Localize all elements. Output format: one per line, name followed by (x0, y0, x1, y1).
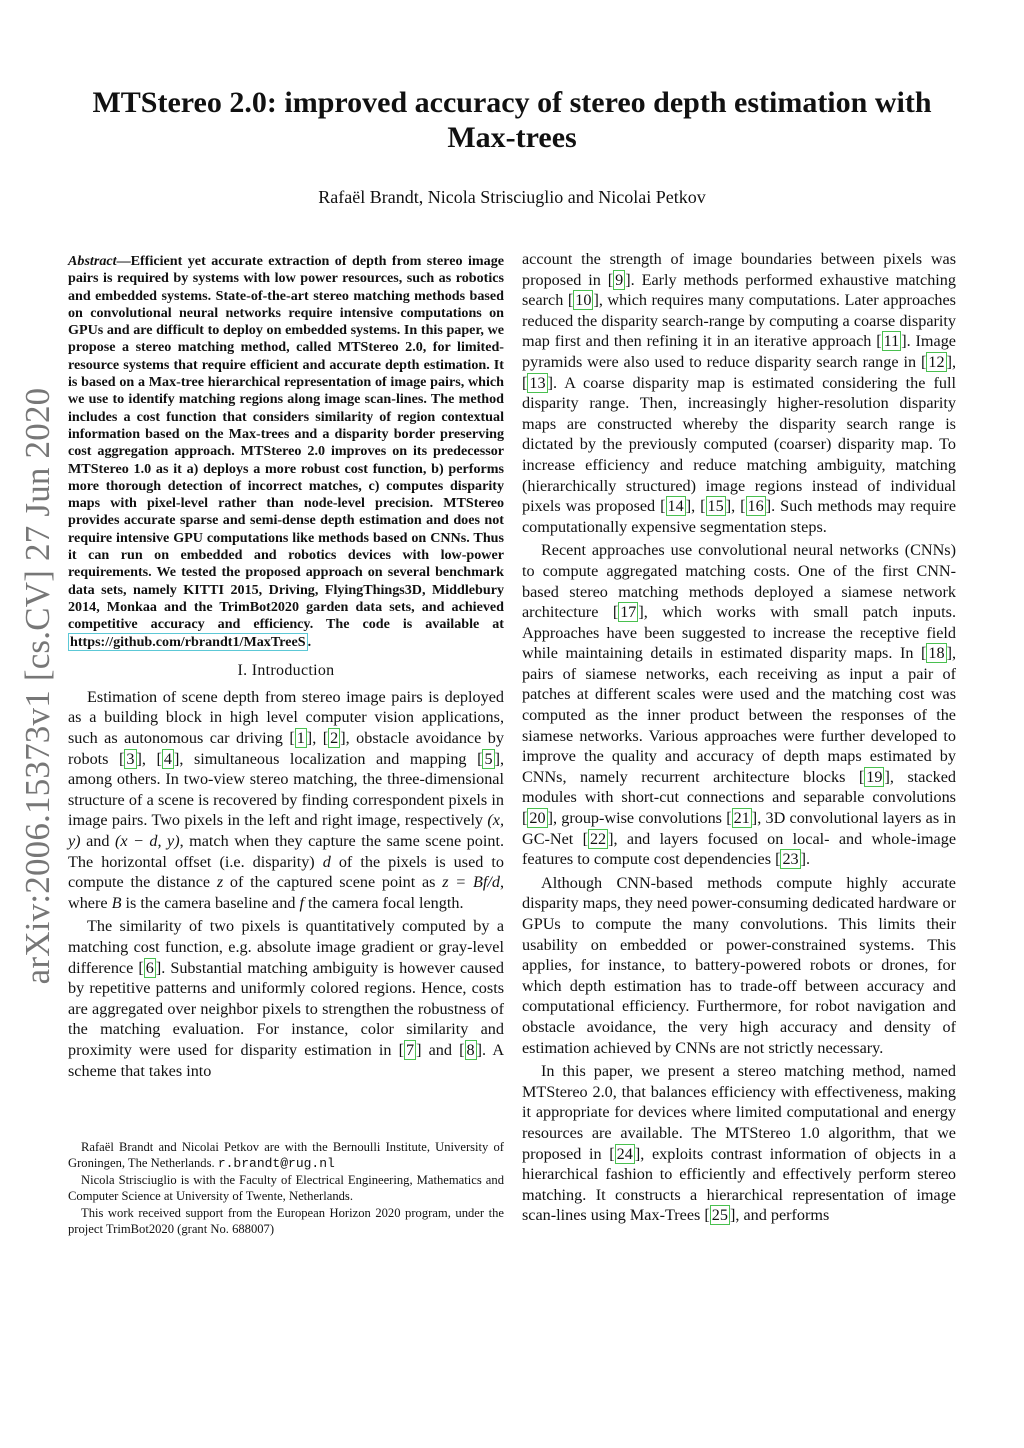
math-expression: (x, y) (68, 811, 504, 850)
citation-link[interactable]: 10 (575, 291, 592, 310)
footnote-affiliation-1: Rafaël Brandt and Nicolai Petkov are with the Bernoulli Institute, University of Groningen, The Netherlands. r.brandt@rug.nl (68, 1140, 504, 1171)
abstract-label: Abstract (68, 253, 117, 269)
intro-paragraph-2: The similarity of two pixels is quantitatively computed by a matching cost function, e.g. absolute image gradient or gray-level difference [ 6 ]. Substantial matching ambiguity is however caused by repetitive patterns and uniformly colored regions. Hence, costs are aggregated over neighbor pixels to strengthen the robustness of the matching evaluation. For instance, color similarity and proximity were used for disparity estimation in [ 7 ] and [ 8 ]. A scheme that takes into (68, 917, 505, 1080)
citation-link[interactable]: 1 (296, 729, 305, 748)
citation-link[interactable]: 17 (620, 603, 637, 622)
left-column (68, 253, 504, 1084)
citation-link[interactable]: 7 (405, 1040, 415, 1059)
citation-link[interactable]: 6 (145, 958, 154, 977)
citation-link[interactable]: 24 (616, 1144, 633, 1163)
math-expression: B (111, 893, 122, 912)
footnote-affiliation-2: Nicola Strisciuglio is with the Faculty of Electrical Engineering, Mathematics and Computer Science at University of Twente, Netherlands. (68, 1173, 504, 1203)
footnote-funding: This work received support from the European Horizon 2020 program, under the project TrimBot2020 (grant No. 688007) (68, 1206, 504, 1236)
citation-link[interactable]: 20 (529, 809, 546, 828)
citation-link[interactable]: 15 (707, 497, 724, 516)
citation-link[interactable]: 11 (883, 332, 900, 351)
abstract-text: —Efficient yet accurate extraction of depth from stereo image pairs is required by systems with low power resources, such as robotics and embedded systems. State-of-the-art stereo matching methods based on convolutional neural networks require intensive computations on GPUs and are difficult to deploy on embedded systems. In this paper, we propose a stereo matching method, called MTStereo 2.0, for limited-resource systems that require efficient and accurate depth estimation. It is based on a Max-tree hierarchical representation of image pairs, which we use to identify matching regions along image scan-lines. The method includes a cost function that considers similarity of region contextual information based on the Max-trees and a disparity border preserving cost aggregation approach. MTStereo 2.0 improves on its predecessor MTStereo 1.0 as it a) deploys a more robust cost function, b) performs more thorough detection of incorrect matches, c) computes disparity maps with pixel-level rather than node-level precision. MTStereo provides accurate sparse and semi-dense depth estimation and does not require intensive GPU computations like methods based on CNNs. Thus it can run on embedded and robotics devices with low-power requirements. We tested the proposed approach on several benchmark data sets, namely KITTI 2015, Driving, FlyingThings3D, Middlebury 2014, Monkaa and the TrimBot2020 garden data sets, and achieved competitive accuracy and efficiency. The code is available at (68, 253, 504, 633)
citation-link[interactable]: 22 (589, 829, 607, 848)
citation-link[interactable]: 2 (330, 729, 339, 748)
intro-paragraph-continued: account the strength of image boundaries between pixels was proposed in [ 9 ]. Early methods performed exhaustive matching search [ 10 ], which requires many computations. Later approaches reduced the disparity search-range by computing a coarse disparity map first and then refining it in an iterative approach [ 11 ]. Image pyramids were also used to reduce disparity search range in [ 12 ], [ 13 ]. A coarse disparity map is estimated considering the full disparity range. Then, increasingly higher-resolution disparity maps are constructed whereby the disparity search range is dictated by the previously computed (coarser) disparity map. To increase efficiency and reduce matching ambiguity, matching (hierarchically structured) image regions instead of individual pixels was proposed [ 14 ], [ 15 ], [ 16 ]. Such methods may require computationally expensive segmentation steps. (522, 250, 957, 536)
author-list: Rafaël Brandt, Nicola Strisciuglio and Nicolai Petkov (318, 187, 706, 207)
math-expression: d (322, 852, 331, 871)
author-email: r.brandt@rug.nl (217, 1155, 335, 1171)
citation-link[interactable]: 9 (615, 270, 624, 289)
footnotes (68, 1140, 504, 1239)
citation-link[interactable]: 25 (711, 1206, 728, 1225)
math-expression: z (216, 873, 224, 892)
math-expression: z = Bf/d (442, 873, 500, 892)
intro-paragraph-1: Estimation of scene depth from stereo image pairs is deployed as a building block in high level computer vision applications, such as autonomous car driving [ 1 ], [ 2 ], obstacle avoidance by robots [ 3 ], [ 4 ], simultaneous localization and mapping [ 5 ], among others. In two-view stereo matching, the three-dimensional structure of a scene is recovered by finding correspondent pixels in image pairs. Two pixels in the left and right image, respectively (x, y) and (x − d, y), match when they capture the same scene point. The horizontal offset (i.e. disparity) d of the pixels is used to compute the distance z of the captured scene point as z = Bf/d, where B is the camera baseline and f the camera focal length. (68, 687, 505, 912)
right-column (522, 249, 956, 1229)
citation-link[interactable]: 19 (866, 767, 883, 786)
citation-link[interactable]: 8 (466, 1040, 475, 1059)
citation-link[interactable]: 13 (529, 373, 546, 392)
citation-link[interactable]: 3 (126, 749, 135, 768)
math-expression: (x − d, y) (114, 831, 180, 850)
citation-link[interactable]: 14 (667, 497, 684, 516)
intro-paragraph-limitations: Although CNN-based methods compute highly accurate disparity maps, they need power-consuming dedicated hardware or GPUs to compute the many convolutions. This limits their usability on embedded or power-constrained systems. This applies, for instance, to battery-powered robots or drones, for which depth estimation has to trade-off between accuracy and computational efficiency. Furthermore, for robot navigation and obstacle avoidance, the very high accuracy and density of estimation achieved by CNNs are not strictly necessary. (522, 873, 956, 1057)
citation-link[interactable]: 5 (484, 749, 493, 768)
citation-link[interactable]: 4 (163, 749, 172, 768)
citation-link[interactable]: 12 (928, 352, 945, 371)
citation-link[interactable]: 21 (733, 809, 750, 828)
intro-paragraph-contribution: In this paper, we present a stereo matching method, named MTStereo 2.0, that balances efficiency with effectiveness, making it appropriate for devices where limited computational and energy resources are available. The MTStereo 1.0 algorithm, that we proposed in [ 24 ], exploits contrast information of objects in a hierarchical fashion to efficiently and effectively perform stereo matching. It constructs a hierarchical representation of image scan-lines using Max-Trees [ 25 ], and performs (522, 1062, 956, 1225)
citation-link[interactable]: 16 (747, 497, 764, 516)
paper-title: MTStereo 2.0: improved accuracy of stereo depth estimation with Max-trees (92, 86, 932, 154)
math-expression: f (299, 893, 304, 912)
arxiv-identifier-stamp[interactable]: arXiv:2006.15373v1 [cs.CV] 27 Jun 2020 (18, 387, 57, 985)
section-heading-introduction: I. Introduction (237, 661, 335, 679)
abstract: Abstract—Efficient yet accurate extraction of depth from stereo image pairs is required by systems with low power resources, such as robotics and embedded systems. State-of-the-art stereo matching methods based on convolutional neural networks require intensive computations on GPUs and are difficult to deploy on embedded systems. In this paper, we propose a stereo matching method, called MTStereo 2.0, for limited-resource systems that require efficient and accurate depth estimation. It is based on a Max-tree hierarchical representation of image pairs, which we use to identify matching regions along image scan-lines. The method includes a cost function that considers similarity of region contextual information based on the Max-trees and a disparity border preserving cost aggregation approach. MTStereo 2.0 improves on its predecessor MTStereo 1.0 as it a) deploys a more robust cost function, b) performs more thorough detection of incorrect matches, c) computes disparity maps with pixel-level rather than node-level precision. MTStereo provides accurate sparse and semi-dense depth estimation and does not require intensive GPU computations like methods based on CNNs. Thus it can run on embedded and robotics devices with low-power requirements. We tested the proposed approach on several benchmark data sets, namely KITTI 2015, Driving, FlyingThings3D, Middlebury 2014, Monkaa and the TrimBot2020 garden data sets, and achieved competitive accuracy and efficiency. The code is available at https://github.com/rbrandt1/MaxTreeS . (68, 253, 504, 650)
citation-link[interactable]: 18 (928, 644, 945, 663)
intro-paragraph-cnn: Recent approaches use convolutional neural networks (CNNs) to compute aggregated matching costs. One of the first CNN-based stereo matching methods deployed a siamese network architecture [ 17 ], which works with small patch inputs. Approaches have been suggested to increase the receptive field while maintaining details in estimated disparity maps. In [ 18 ], pairs of siamese networks, each receiving as input a pair of patches at different scales were used and the matching cost was computed as the inner product between the responses of the siamese networks. Various approaches were further developed to improve the quality and accuracy of depth maps estimated by CNNs, namely recurrent architecture blocks [ 19 ], stacked modules with short-cut connections and separable convolutions [ 20 ], group-wise convolutions [ 21 ], 3D convolutional layers as in GC-Net [ 22 ], and layers focused on local- and whole-image features to compute cost dependencies [ 23 ]. (522, 541, 956, 869)
citation-link[interactable]: 23 (782, 850, 799, 869)
code-repository-link[interactable]: https://github.com/rbrandt1/MaxTreeS (70, 633, 306, 650)
